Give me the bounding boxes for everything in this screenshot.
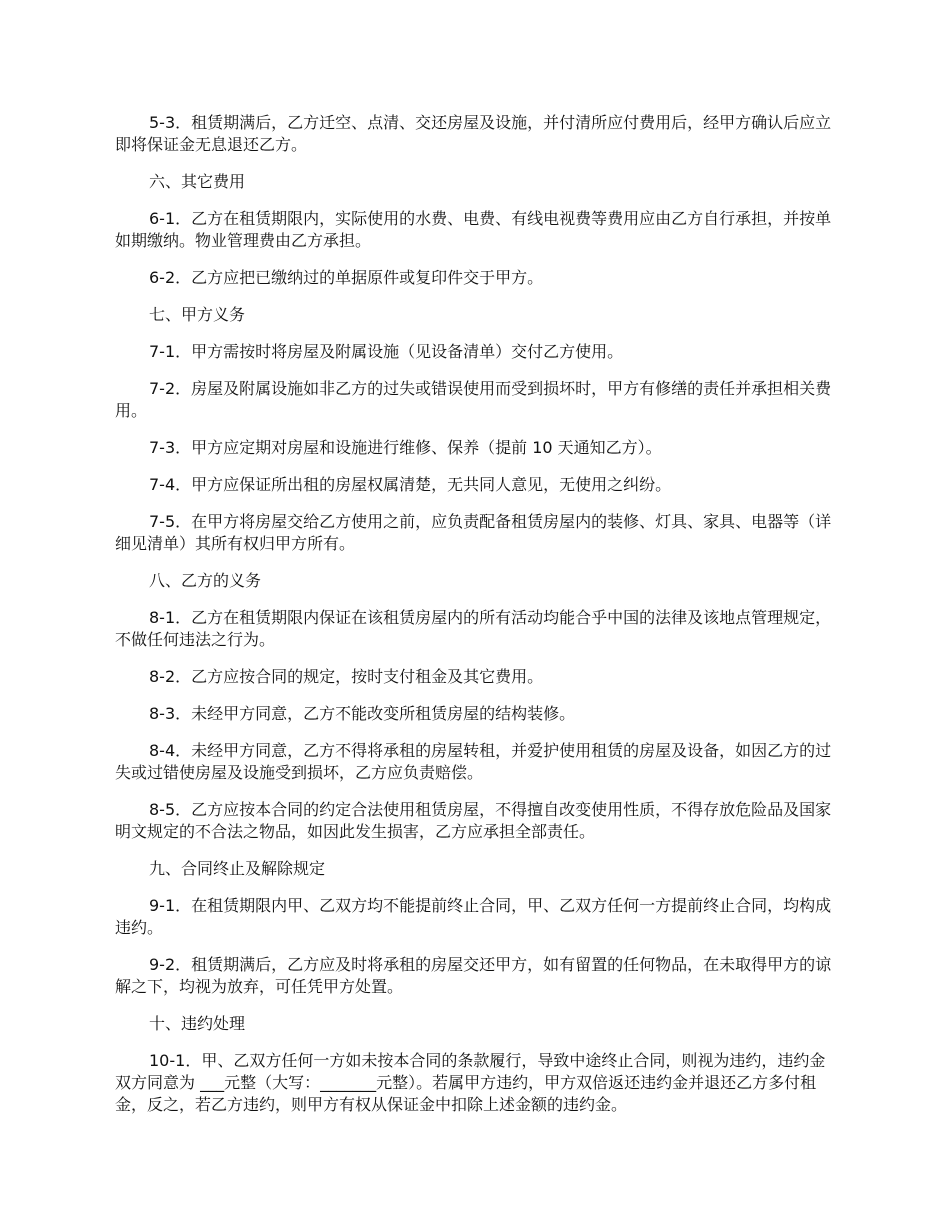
clause-8-5: 8-5．乙方应按本合同的约定合法使用租赁房屋，不得擅自改变使用性质，不得存放危险品及国家明文规定的不合法之物品，如因此发生损害，乙方应承担全部责任。 <box>115 800 832 841</box>
clause-7-5: 7-5．在甲方将房屋交给乙方使用之前，应负责配备租赁房屋内的装修、灯具、家具、电器等（详细见清单）其所有权归甲方所有。 <box>115 512 832 553</box>
clause-6-1: 6-1．乙方在租赁期限内，实际使用的水费、电费、有线电视费等费用应由乙方自行承担，并按单如期缴纳。物业管理费由乙方承担。 <box>115 209 832 250</box>
clause-7-1: 7-1．甲方需按时将房屋及附属设施（见设备清单）交付乙方使用。 <box>149 342 624 361</box>
clause-9-2: 9-2．租赁期满后，乙方应及时将承租的房屋交还甲方，如有留置的任何物品，在未取得甲方的谅解之下，均视为放弃，可任凭甲方处置。 <box>115 955 832 996</box>
clause-10-1: 10-1．甲、乙双方任何一方如未按本合同的条款履行，导致中途终止合同，则视为违约，违约金双方同意为 ___元整（大写：_______元整）。若属甲方违约，甲方双倍返还违约金并退还乙方多付租金，反之，若乙方违约，则甲方有权从保证金中扣除上述金额的违约金。 <box>115 1051 826 1114</box>
clause-7-2: 7-2．房屋及附属设施如非乙方的过失或错误使用而受到损坏时，甲方有修缮的责任并承担相关费用。 <box>115 379 832 420</box>
clause-8-3: 8-3．未经甲方同意，乙方不能改变所租赁房屋的结构装修。 <box>149 704 576 723</box>
clause-8-2: 8-2．乙方应按合同的规定，按时支付租金及其它费用。 <box>149 667 544 686</box>
clause-5-3: 5-3．租赁期满后，乙方迁空、点清、交还房屋及设施，并付清所应付费用后，经甲方确认后应立即将保证金无息退还乙方。 <box>115 113 832 154</box>
section-heading-9: 九、合同终止及解除规定 <box>149 859 326 878</box>
section-heading-10: 十、违约处理 <box>149 1014 246 1033</box>
clause-8-4: 8-4．未经甲方同意，乙方不得将承租的房屋转租，并爱护使用租赁的房屋及设备，如因乙方的过失或过错使房屋及设施受到损坏，乙方应负责赔偿。 <box>115 741 832 782</box>
contract-document <box>115 112 840 1131</box>
clause-8-1: 8-1．乙方在租赁期限内保证在该租赁房屋内的所有活动均能合乎中国的法律及该地点管理规定，不做任何违法之行为。 <box>115 608 832 649</box>
clause-6-2: 6-2．乙方应把已缴纳过的单据原件或复印件交于甲方。 <box>149 268 544 287</box>
clause-7-4: 7-4．甲方应保证所出租的房屋权属清楚，无共同人意见，无使用之纠纷。 <box>149 475 672 494</box>
clause-9-1: 9-1．在租赁期限内甲、乙双方均不能提前终止合同，甲、乙双方任何一方提前终止合同，均构成违约。 <box>115 896 832 937</box>
clause-7-3: 7-3．甲方应定期对房屋和设施进行维修、保养（提前 10 天通知乙方）。 <box>149 438 662 457</box>
section-heading-6: 六、其它费用 <box>149 172 246 191</box>
section-heading-7: 七、甲方义务 <box>149 305 246 324</box>
section-heading-8: 八、乙方的义务 <box>149 571 262 590</box>
